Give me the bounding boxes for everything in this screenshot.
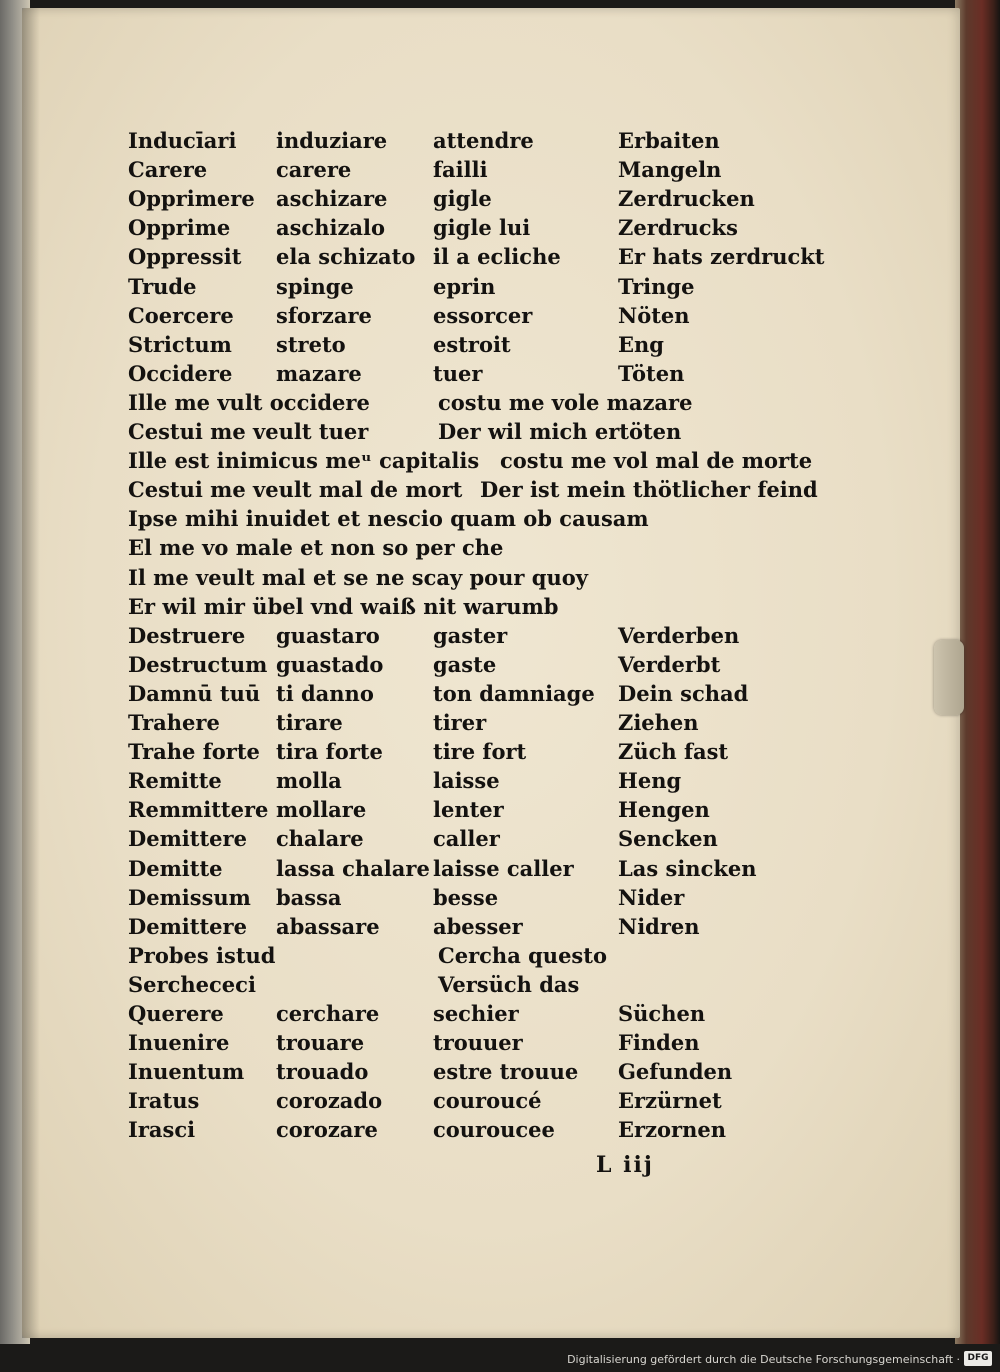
italian-term: guastaro (276, 622, 380, 648)
glossary-phrase: Er wil mir übel vnd waiß nit warumb (128, 593, 559, 619)
french-term: gigle lui (433, 215, 531, 241)
glossary-row (128, 737, 818, 766)
german-term: Heng (618, 768, 682, 794)
footer-credit: Digitalisierung gefördert durch die Deutsche Forschungsgemeinschaft · (567, 1353, 960, 1366)
italian-term: aschizare (276, 186, 388, 212)
glossary-phrase-left: Serchececi (128, 971, 256, 997)
latin-term: Trahere (128, 710, 220, 735)
page-clip (934, 640, 964, 715)
latin-term: Opprime (128, 215, 231, 241)
french-term: caller (433, 826, 500, 852)
latin-term: Trahe forte (128, 739, 260, 765)
german-term: Erzürnet (618, 1088, 722, 1114)
glossary-row (128, 184, 818, 213)
french-term: ton damniage (433, 680, 595, 706)
italian-term: carere (276, 157, 352, 183)
french-term: il a ecliche (433, 244, 561, 270)
german-term: Süchen (618, 1001, 706, 1026)
italian-term: tirare (276, 710, 343, 735)
glossary-row (128, 330, 818, 359)
italian-term: spinge (276, 273, 354, 299)
german-term: Eng (618, 331, 664, 357)
german-term: Er hats zerdruckt (618, 244, 825, 270)
german-term: Zerdrucken (618, 186, 755, 212)
glossary-row (128, 563, 818, 592)
latin-term: Demitte (128, 855, 223, 881)
french-term: attendre (433, 128, 534, 153)
french-term: abesser (433, 913, 523, 939)
french-term: sechier (433, 1001, 519, 1026)
german-term: Erbaiten (618, 128, 720, 153)
glossary-row (128, 1115, 818, 1144)
italian-term: corozare (276, 1117, 378, 1143)
glossary-phrase-right: Der ist mein thötlicher feind (480, 477, 818, 503)
italian-term: induziare (276, 128, 388, 153)
italian-term: bassa (276, 884, 342, 910)
dfg-logo: DFG (964, 1351, 992, 1366)
french-term: gigle (433, 186, 492, 212)
latin-term: Destruere (128, 622, 246, 648)
latin-term: Remmittere (128, 797, 269, 823)
glossary-row (128, 592, 818, 621)
glossary-row (128, 708, 818, 737)
glossary-row (128, 301, 818, 330)
glossary-row (128, 272, 818, 301)
french-term: trouuer (433, 1030, 523, 1056)
italian-term: lassa chalare (276, 855, 430, 881)
german-term: Verderbt (618, 651, 721, 677)
italian-term: corozado (276, 1088, 383, 1114)
italian-term: streto (276, 331, 346, 357)
latin-term: Occidere (128, 360, 233, 386)
italian-term: ti danno (276, 680, 374, 706)
german-term: Tringe (618, 273, 695, 299)
glossary-row (128, 650, 818, 679)
french-term: gaste (433, 651, 497, 677)
german-term: Züch fast (618, 739, 729, 765)
french-term: couroucé (433, 1088, 542, 1114)
latin-term: Demittere (128, 913, 247, 939)
german-term: Verderben (618, 622, 740, 648)
glossary-row (128, 824, 818, 853)
german-term: Mangeln (618, 157, 722, 183)
glossary-row (128, 242, 825, 271)
latin-term: Inuentum (128, 1059, 245, 1085)
glossary-row (128, 766, 818, 795)
italian-term: chalare (276, 826, 364, 852)
german-term: Nidren (618, 913, 700, 939)
glossary-row (128, 533, 818, 562)
glossary-phrase-right: Versüch das (438, 971, 580, 997)
german-term: Töten (618, 360, 685, 386)
italian-term: ela schizato (276, 244, 416, 270)
german-term: Erzornen (618, 1117, 726, 1143)
latin-term: Irasci (128, 1117, 196, 1143)
french-term: eprin (433, 273, 496, 299)
french-term: laisse caller (433, 855, 574, 881)
glossary-phrase-right: Der wil mich ertöten (438, 419, 682, 444)
german-term: Gefunden (618, 1059, 733, 1085)
latin-term: Iratus (128, 1088, 200, 1114)
french-term: failli (433, 157, 488, 183)
glossary-row (128, 155, 818, 184)
glossary-row (128, 126, 818, 155)
glossary-row (128, 999, 818, 1028)
glossary-row (128, 854, 818, 883)
glossary-row (128, 1028, 818, 1057)
italian-term: cerchare (276, 1001, 380, 1026)
glossary-phrase-right: costu me vol mal de morte (500, 448, 813, 474)
glossary-row (128, 912, 818, 941)
latin-term: Demittere (128, 826, 247, 852)
glossary-phrase: Ipse mihi inuidet et nescio quam ob causam (128, 506, 649, 532)
glossary-row (128, 417, 818, 446)
glossary-row (128, 446, 818, 475)
latin-term: Carere (128, 157, 208, 183)
glossary-phrase-left: Ille est inimicus meᵘ capitalis (128, 448, 480, 474)
french-term: estre trouue (433, 1059, 579, 1085)
french-term: tirer (433, 710, 487, 735)
german-term: Dein schad (618, 680, 749, 706)
italian-term: aschizalo (276, 215, 385, 241)
latin-term: Querere (128, 1001, 224, 1026)
latin-term: Inducīari (128, 128, 237, 153)
italian-term: mazare (276, 360, 362, 386)
glossary-row (128, 883, 818, 912)
glossary-row (128, 359, 818, 388)
glossary-phrase-left: Cestui me veult tuer (128, 419, 369, 444)
glossary-row (128, 1057, 818, 1086)
glossary-row (128, 388, 818, 417)
german-term: Finden (618, 1030, 700, 1056)
glossary-row (128, 504, 818, 533)
glossary-phrase-left: Probes istud (128, 942, 276, 968)
italian-term: guastado (276, 651, 384, 677)
french-term: tire fort (433, 739, 527, 765)
glossary-phrase-right: Cercha questo (438, 942, 607, 968)
german-term: Nider (618, 884, 685, 910)
french-term: estroit (433, 331, 511, 357)
italian-term: trouado (276, 1059, 369, 1085)
latin-term: Inuenire (128, 1030, 230, 1056)
gutter-shadow (22, 8, 40, 1338)
glossary-row (128, 621, 818, 650)
latin-term: Oppressit (128, 244, 242, 270)
glossary-phrase-right: costu me vole mazare (438, 389, 693, 415)
french-term: besse (433, 884, 499, 910)
french-term: couroucee (433, 1117, 555, 1143)
latin-term: Trude (128, 273, 197, 299)
glossary-row (128, 679, 818, 708)
german-term: Hengen (618, 797, 710, 823)
italian-term: tira forte (276, 739, 383, 765)
italian-term: molla (276, 768, 342, 794)
glossary-row (128, 795, 818, 824)
glossary-row (128, 475, 818, 504)
latin-term: Opprimere (128, 186, 255, 212)
latin-term: Demissum (128, 884, 251, 910)
french-term: gaster (433, 622, 508, 648)
glossary-row (128, 970, 818, 999)
italian-term: abassare (276, 913, 380, 939)
german-term: Sencken (618, 826, 718, 852)
french-term: laisse (433, 768, 500, 794)
italian-term: trouare (276, 1030, 365, 1056)
glossary-row (128, 1086, 818, 1115)
latin-term: Coercere (128, 302, 234, 328)
italian-term: sforzare (276, 302, 372, 328)
french-term: tuer (433, 360, 483, 386)
french-term: lenter (433, 797, 504, 823)
german-term: Nöten (618, 302, 690, 328)
latin-term: Remitte (128, 768, 222, 794)
glossary-phrase-left: Cestui me veult mal de mort (128, 477, 463, 503)
french-term: essorcer (433, 302, 533, 328)
german-term: Las sincken (618, 855, 757, 881)
glossary-phrase: El me vo male et non so per che (128, 535, 504, 561)
latin-term: Strictum (128, 331, 232, 357)
latin-term: Destructum (128, 651, 268, 677)
signature-mark: L iij (596, 1152, 654, 1178)
german-term: Ziehen (618, 710, 699, 735)
glossary-phrase: Il me veult mal et se ne scay pour quoy (128, 564, 588, 590)
italian-term: mollare (276, 797, 367, 823)
latin-term: Damnū tuū (128, 680, 261, 706)
german-term: Zerdrucks (618, 215, 738, 241)
glossary-phrase-left: Ille me vult occidere (128, 389, 370, 415)
glossary-row (128, 941, 818, 970)
glossary-row (128, 213, 818, 242)
